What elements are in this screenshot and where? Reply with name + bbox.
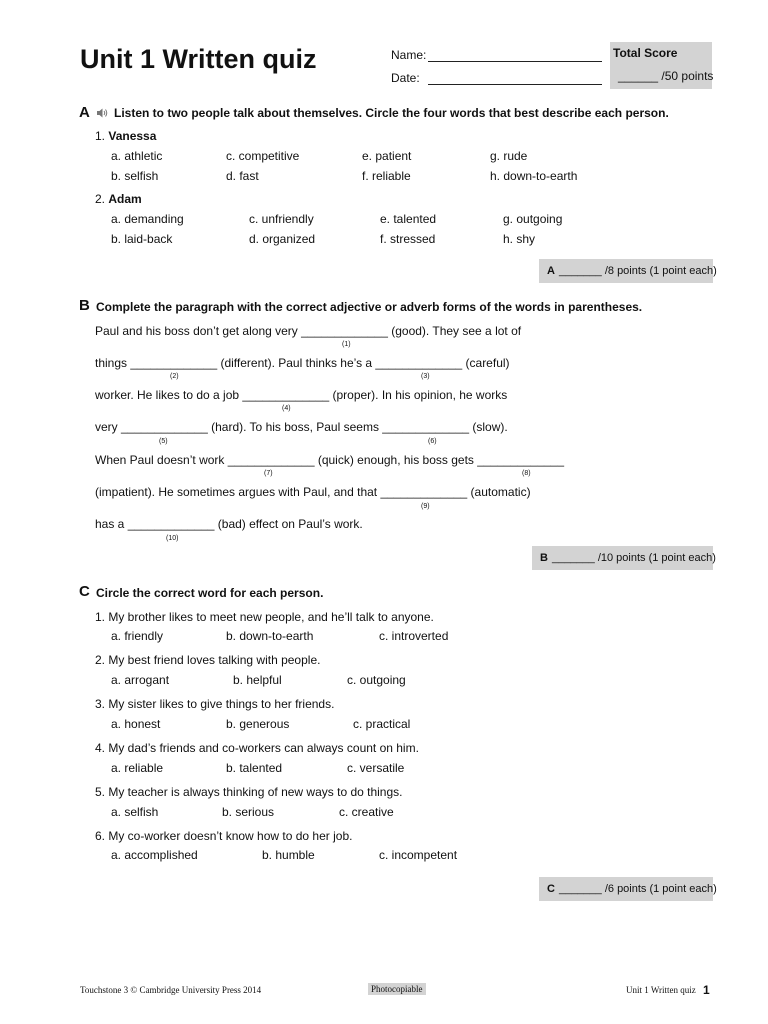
paragraph-line: things _____________ (different). Paul thinks he’s a _____________ (careful)	[95, 356, 510, 370]
question-a2-title	[95, 192, 142, 206]
footer-photocopiable	[368, 984, 426, 994]
blank-number: (6)	[428, 438, 437, 445]
option-a1-a[interactable]: a. athletic	[111, 149, 163, 163]
question-c1: 1. My brother likes to meet new people, and he’ll talk to anyone.	[95, 610, 434, 624]
question-c2: 2. My best friend loves talking with people.	[95, 653, 321, 667]
person-name: Vanessa	[108, 129, 157, 143]
blank-number: (3)	[421, 373, 430, 380]
section-b-instruction: Complete the paragraph with the correct adjective or adverb forms of the words in parentheses.	[96, 300, 643, 314]
option-a2-a[interactable]: a. demanding	[111, 212, 184, 226]
option-c4-b[interactable]: b. talented	[226, 761, 283, 775]
option-a2-d[interactable]: d. organized	[249, 232, 316, 246]
section-c-letter: C	[79, 583, 90, 600]
page-title: Unit 1 Written quiz	[80, 44, 317, 74]
total-score-box	[610, 42, 712, 89]
points-letter: B	[540, 552, 548, 564]
option-a1-d[interactable]: d. fast	[226, 169, 259, 183]
blank-number: (7)	[264, 470, 273, 477]
option-a1-h[interactable]: h. down-to-earth	[490, 169, 578, 183]
paragraph-line: When Paul doesn’t work _____________ (quick) enough, his boss gets _____________	[95, 453, 565, 467]
date-label: Date:	[391, 71, 420, 85]
section-a-instruction: Listen to two people talk about themselves. Circle the four words that best describe each person.	[114, 106, 669, 120]
points-letter: A	[547, 265, 555, 277]
option-c5-b[interactable]: b. serious	[222, 805, 275, 819]
footer-copyright: Touchstone 3 © Cambridge University Press 2014	[80, 985, 262, 995]
points-letter: C	[547, 883, 555, 895]
blank-number: (2)	[170, 373, 179, 380]
option-a2-e[interactable]: e. talented	[380, 212, 437, 226]
section-a-points	[539, 259, 717, 283]
option-c6-b[interactable]: b. humble	[262, 848, 315, 862]
blank-number: (4)	[282, 405, 291, 412]
points-text[interactable]: _______ /10 points (1 point each)	[551, 552, 716, 564]
option-c2-b[interactable]: b. helpful	[233, 673, 282, 687]
option-c4-a[interactable]: a. reliable	[111, 761, 164, 775]
question-a1-title	[95, 129, 156, 143]
section-b-letter: B	[79, 297, 90, 314]
paragraph-line: worker. He likes to do a job _____________ (proper). In his opinion, he works	[95, 388, 508, 402]
option-a2-f[interactable]: f. stressed	[380, 232, 436, 246]
name-label: Name:	[391, 48, 427, 62]
section-b-points	[532, 546, 716, 570]
question-c5: 5. My teacher is always thinking of new ways to do things.	[95, 785, 403, 799]
option-a2-c[interactable]: c. unfriendly	[249, 212, 314, 226]
date-field[interactable]	[428, 84, 602, 85]
question-c4: 4. My dad’s friends and co-workers can always count on him.	[95, 741, 419, 755]
question-c6: 6. My co-worker doesn’t know how to do her job.	[95, 829, 353, 843]
option-c5-a[interactable]: a. selfish	[111, 805, 159, 819]
section-c-instruction: Circle the correct word for each person.	[96, 586, 324, 600]
option-c1-c[interactable]: c. introverted	[379, 629, 449, 643]
footer-quiz-title: Unit 1 Written quiz	[626, 985, 696, 995]
question-number: 1.	[95, 129, 106, 143]
option-a1-b[interactable]: b. selfish	[111, 169, 159, 183]
option-a1-e[interactable]: e. patient	[362, 149, 412, 163]
blank-number: (1)	[342, 341, 351, 348]
option-a2-g[interactable]: g. outgoing	[503, 212, 563, 226]
option-c5-c[interactable]: c. creative	[339, 805, 394, 819]
total-score-value[interactable]: ______ /50 points	[618, 69, 714, 83]
option-c2-a[interactable]: a. arrogant	[111, 673, 170, 687]
question-c3: 3. My sister likes to give things to her friends.	[95, 697, 335, 711]
blank-number: (5)	[159, 438, 168, 445]
paragraph-line: (impatient). He sometimes argues with Paul, and that _____________ (automatic)	[95, 485, 531, 499]
option-c1-b[interactable]: b. down-to-earth	[226, 629, 314, 643]
person-name: Adam	[108, 192, 142, 206]
option-c6-a[interactable]: a. accomplished	[111, 848, 198, 862]
option-c1-a[interactable]: a. friendly	[111, 629, 164, 643]
option-a1-g[interactable]: g. rude	[490, 149, 528, 163]
option-c3-b[interactable]: b. generous	[226, 717, 290, 731]
option-c4-c[interactable]: c. versatile	[347, 761, 405, 775]
option-a2-h[interactable]: h. shy	[503, 232, 536, 246]
speaker-icon[interactable]	[96, 107, 108, 119]
points-text[interactable]: _______ /8 points (1 point each)	[558, 265, 717, 277]
blank-number: (10)	[166, 535, 179, 542]
paragraph-line: has a _____________ (bad) effect on Paul’s work.	[95, 517, 363, 531]
blank-number: (8)	[522, 470, 531, 477]
points-text[interactable]: _______ /6 points (1 point each)	[558, 883, 717, 895]
option-a2-b[interactable]: b. laid-back	[111, 232, 173, 246]
photocopiable-label: Photocopiable	[368, 983, 426, 995]
option-a1-c[interactable]: c. competitive	[226, 149, 300, 163]
option-c3-c[interactable]: c. practical	[353, 717, 411, 731]
option-c3-a[interactable]: a. honest	[111, 717, 161, 731]
blank-number: (9)	[421, 503, 430, 510]
page-number: 1	[703, 983, 710, 997]
paragraph-line: Paul and his boss don’t get along very _____________ (good). They see a lot of	[95, 324, 522, 338]
question-number: 2.	[95, 192, 106, 206]
section-a-instruction-row	[96, 106, 669, 120]
total-score-label: Total Score	[613, 46, 678, 60]
paragraph-line: very _____________ (hard). To his boss, Paul seems _____________ (slow).	[95, 420, 508, 434]
section-a-letter: A	[79, 104, 90, 121]
name-field[interactable]	[428, 61, 602, 62]
option-c6-c[interactable]: c. incompetent	[379, 848, 458, 862]
option-a1-f[interactable]: f. reliable	[362, 169, 411, 183]
section-c-points	[539, 877, 717, 901]
option-c2-c[interactable]: c. outgoing	[347, 673, 406, 687]
